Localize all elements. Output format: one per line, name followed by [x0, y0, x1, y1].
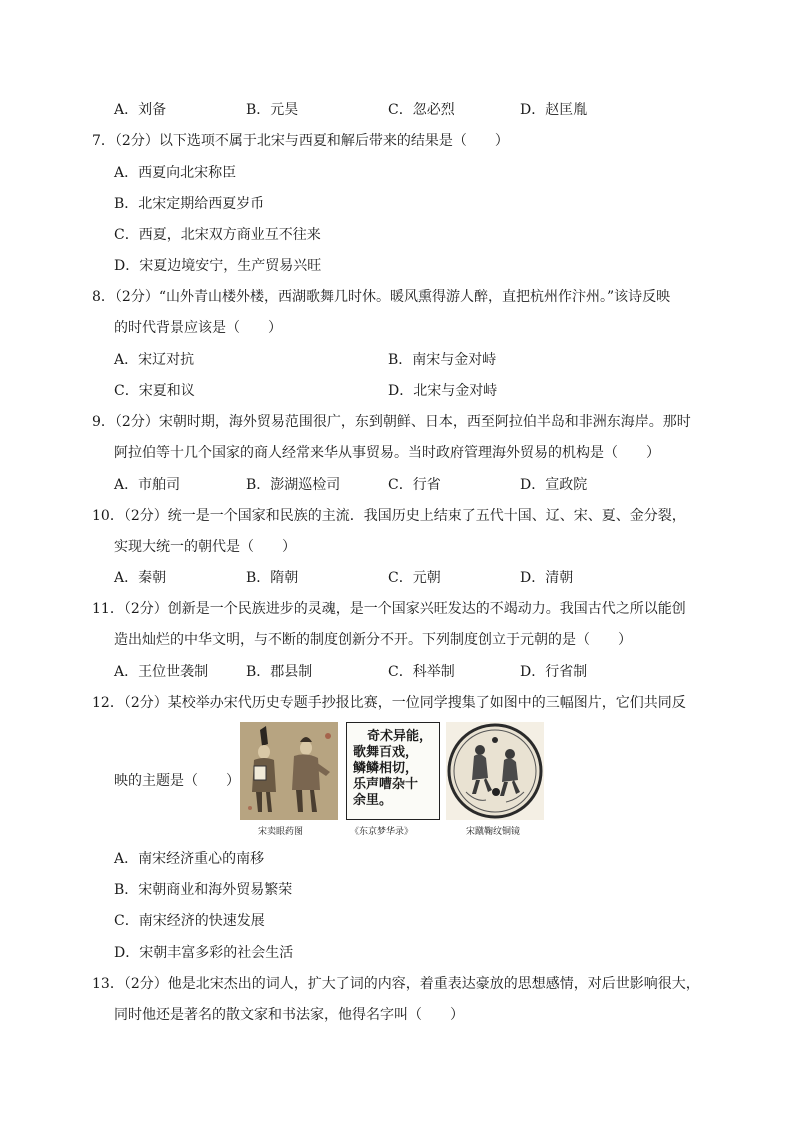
q11-stem-line-1: 11．（2分）创新是一个民族进步的灵魂，是一个国家兴旺发达的不竭动力。我国古代之所以能创: [92, 601, 686, 617]
q12-option-d: D．宋朝丰富多彩的社会生活: [114, 945, 294, 961]
bronze-mirror-image: [446, 722, 544, 820]
q9-option-a: A．市舶司: [114, 477, 181, 493]
q12-stem-line-1: 12．（2分）某校举办宋代历史专题手抄报比赛，一位同学搜集了如图中的三幅图片，它们共同反: [92, 695, 686, 711]
q11-option-b: B．郡县制: [246, 664, 313, 680]
q8-option-c: C．宋夏和议: [114, 383, 195, 399]
q8-option-a: A．宋辽对抗: [114, 352, 195, 368]
q11-option-c: C．科举制: [388, 664, 455, 680]
q12-option-a: A．南宋经济重心的南移: [114, 851, 265, 867]
q9-stem-line-2: 阿拉伯等十几个国家的商人经常来华从事贸易。当时政府管理海外贸易的机构是（ ）: [114, 445, 660, 461]
q8-stem-line-2: 的时代背景应该是（ ）: [114, 320, 282, 336]
figure-caption: 宋卖眼药图: [258, 827, 304, 837]
q10-option-b: B．隋朝: [246, 570, 299, 586]
q8-option-b: B．南宋与金对峙: [388, 352, 497, 368]
q13-stem-line-1: 13．（2分）他是北宋杰出的词人，扩大了词的内容，着重表达豪放的思想感情，对后世影响很大，: [92, 976, 700, 992]
q10-option-a: A．秦朝: [114, 570, 167, 586]
q6-option-c: C．忽必烈: [388, 102, 455, 118]
text-excerpt-box: [346, 722, 440, 820]
q9-option-b: B．澎湖巡检司: [246, 477, 341, 493]
q11-option-d: D．行省制: [520, 664, 588, 680]
q9-stem-line-1: 9．（2分）宋朝时期，海外贸易范围很广，东到朝鲜、日本，西至阿拉伯半岛和非洲东海岸。那时: [92, 414, 691, 430]
q8-option-d: D．北宋与金对峙: [388, 383, 498, 399]
q7-stem: 7．（2分）以下选项不属于北宋与西夏和解后带来的结果是（ ）: [92, 133, 509, 149]
q10-stem-line-2: 实现大统一的朝代是（ ）: [114, 539, 296, 555]
q8-stem-line-1: 8．（2分）“山外青山楼外楼，西湖歌舞几时休。暖风熏得游人醉，直把杭州作汴州。”该诗反映: [92, 289, 671, 305]
q12-stem-line-2: 映的主题是（ ）: [114, 773, 240, 789]
q13-stem-line-2: 同时他还是著名的散文家和书法家，他得名字叫（ ）: [114, 1007, 464, 1023]
q6-option-a: A．刘备: [114, 102, 167, 118]
q10-option-d: D．清朝: [520, 570, 574, 586]
poem-line: 歌舞百戏，: [353, 745, 419, 760]
figure-caption: 《东京梦华录》: [350, 827, 414, 837]
q6-option-d: D．赵匡胤: [520, 102, 588, 118]
poem-line: 鳞鳞相切，: [353, 761, 419, 776]
q9-option-c: C．行省: [388, 477, 441, 493]
poem-text: [353, 729, 432, 809]
q7-option-a: A．西夏向北宋称臣: [114, 165, 237, 181]
q12-option-b: B．宋朝商业和海外贸易繁荣: [114, 882, 293, 898]
q7-option-b: B．北宋定期给西夏岁币: [114, 196, 265, 212]
figure-caption: 宋蹴鞠纹铜镜: [466, 827, 521, 837]
q9-option-d: D．宣政院: [520, 477, 588, 493]
q12-option-c: C．南宋经济的快速发展: [114, 913, 265, 929]
painting-image: [240, 722, 338, 820]
q10-option-c: C．元朝: [388, 570, 441, 586]
poem-line: 乐声嘈杂十: [353, 777, 419, 792]
q11-option-a: A．王位世袭制: [114, 664, 209, 680]
poem-line: 余里。: [353, 793, 393, 808]
q7-option-c: C．西夏，北宋双方商业互不往来: [114, 227, 321, 243]
q11-stem-line-2: 造出灿烂的中华文明，与不断的制度创新分不开。下列制度创立于元朝的是（ ）: [114, 632, 632, 648]
q12-figure-group: [240, 722, 546, 842]
q10-stem-line-1: 10．（2分）统一是一个国家和民族的主流．我国历史上结束了五代十国、辽、宋、夏、金分裂，: [92, 508, 686, 524]
q6-option-b: B．元昊: [246, 102, 299, 118]
poem-line: 奇术异能，: [367, 729, 433, 744]
q7-option-d: D．宋夏边境安宁，生产贸易兴旺: [114, 258, 322, 274]
